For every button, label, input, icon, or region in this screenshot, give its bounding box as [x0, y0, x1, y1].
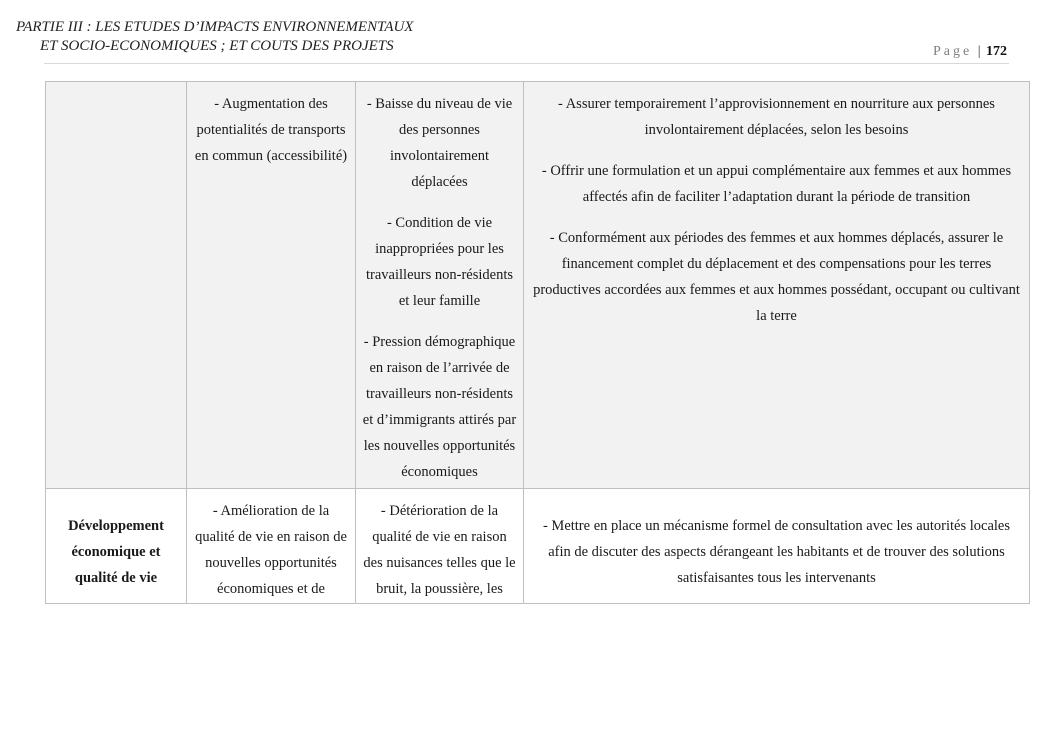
mitigation-measures-cell — [524, 82, 1030, 489]
negative-impacts-cell — [356, 489, 524, 604]
positive-impact-item: - Amélioration de la qualité de vie en raison de nouvelles opportunités économiques et de — [195, 503, 347, 597]
domain-cell — [46, 82, 187, 489]
header-title-line-2: ET SOCIO-ECONOMIQUES ; ET COUTS DES PROJETS — [40, 38, 394, 54]
page-separator: | — [977, 44, 981, 59]
impacts-table — [45, 81, 1030, 604]
positive-impacts-cell — [187, 82, 356, 489]
mitigation-measure-item: - Mettre en place un mécanisme formel de consultation avec les autorités locales afin de discuter des aspects dérangeant les habitants et de trouver des solutions satisfaisantes tous les intervenants — [542, 518, 1011, 586]
mitigation-measure-item: - Conformément aux périodes des femmes et aux hommes déplacés, assurer le financement complet du déplacement et des compensations pour les terres productives accordées aux femmes et aux hommes possédant, occupant ou cultivant la terre — [533, 230, 1020, 324]
negative-impact-item: - Condition de vie inappropriées pour les travailleurs non-résidents et leur famille — [366, 215, 513, 309]
negative-impacts-cell — [356, 82, 524, 489]
positive-impacts-cell — [187, 489, 356, 604]
page-number: 172 — [986, 44, 1007, 59]
page-number-label — [933, 44, 1007, 60]
table-row — [46, 82, 1030, 489]
domain-cell: Développement économique et qualité de vie — [46, 489, 187, 604]
mitigation-measure-item: - Offrir une formulation et un appui complémentaire aux femmes et aux hommes affectés afin de faciliter l’adaptation durant la période de transition — [541, 163, 1012, 205]
mitigation-measure-item: - Assurer temporairement l’approvisionnement en nourriture aux personnes involontairement déplacées, selon les besoins — [558, 96, 995, 138]
page-word: Page — [932, 44, 973, 59]
negative-impact-item: - Détérioration de la qualité de vie en raison des nuisances telles que le bruit, la poussière, les — [363, 503, 516, 597]
header-divider — [44, 63, 1009, 64]
document-header-title — [16, 18, 486, 56]
table-row — [46, 489, 1030, 604]
mitigation-measures-cell — [524, 489, 1030, 604]
header-title-line-1: PARTIE III : LES ETUDES D’IMPACTS ENVIRONNEMENTAUX — [16, 19, 414, 35]
positive-impact-item: - Augmentation des potentialités de transports en commun (accessibilité) — [194, 96, 348, 164]
negative-impact-item: - Baisse du niveau de vie des personnes involontairement déplacées — [366, 96, 513, 190]
negative-impact-item: - Pression démographique en raison de l’arrivée de travailleurs non-résidents et d’immigrants attirés par les nouvelles opportunités économiques — [362, 334, 517, 480]
